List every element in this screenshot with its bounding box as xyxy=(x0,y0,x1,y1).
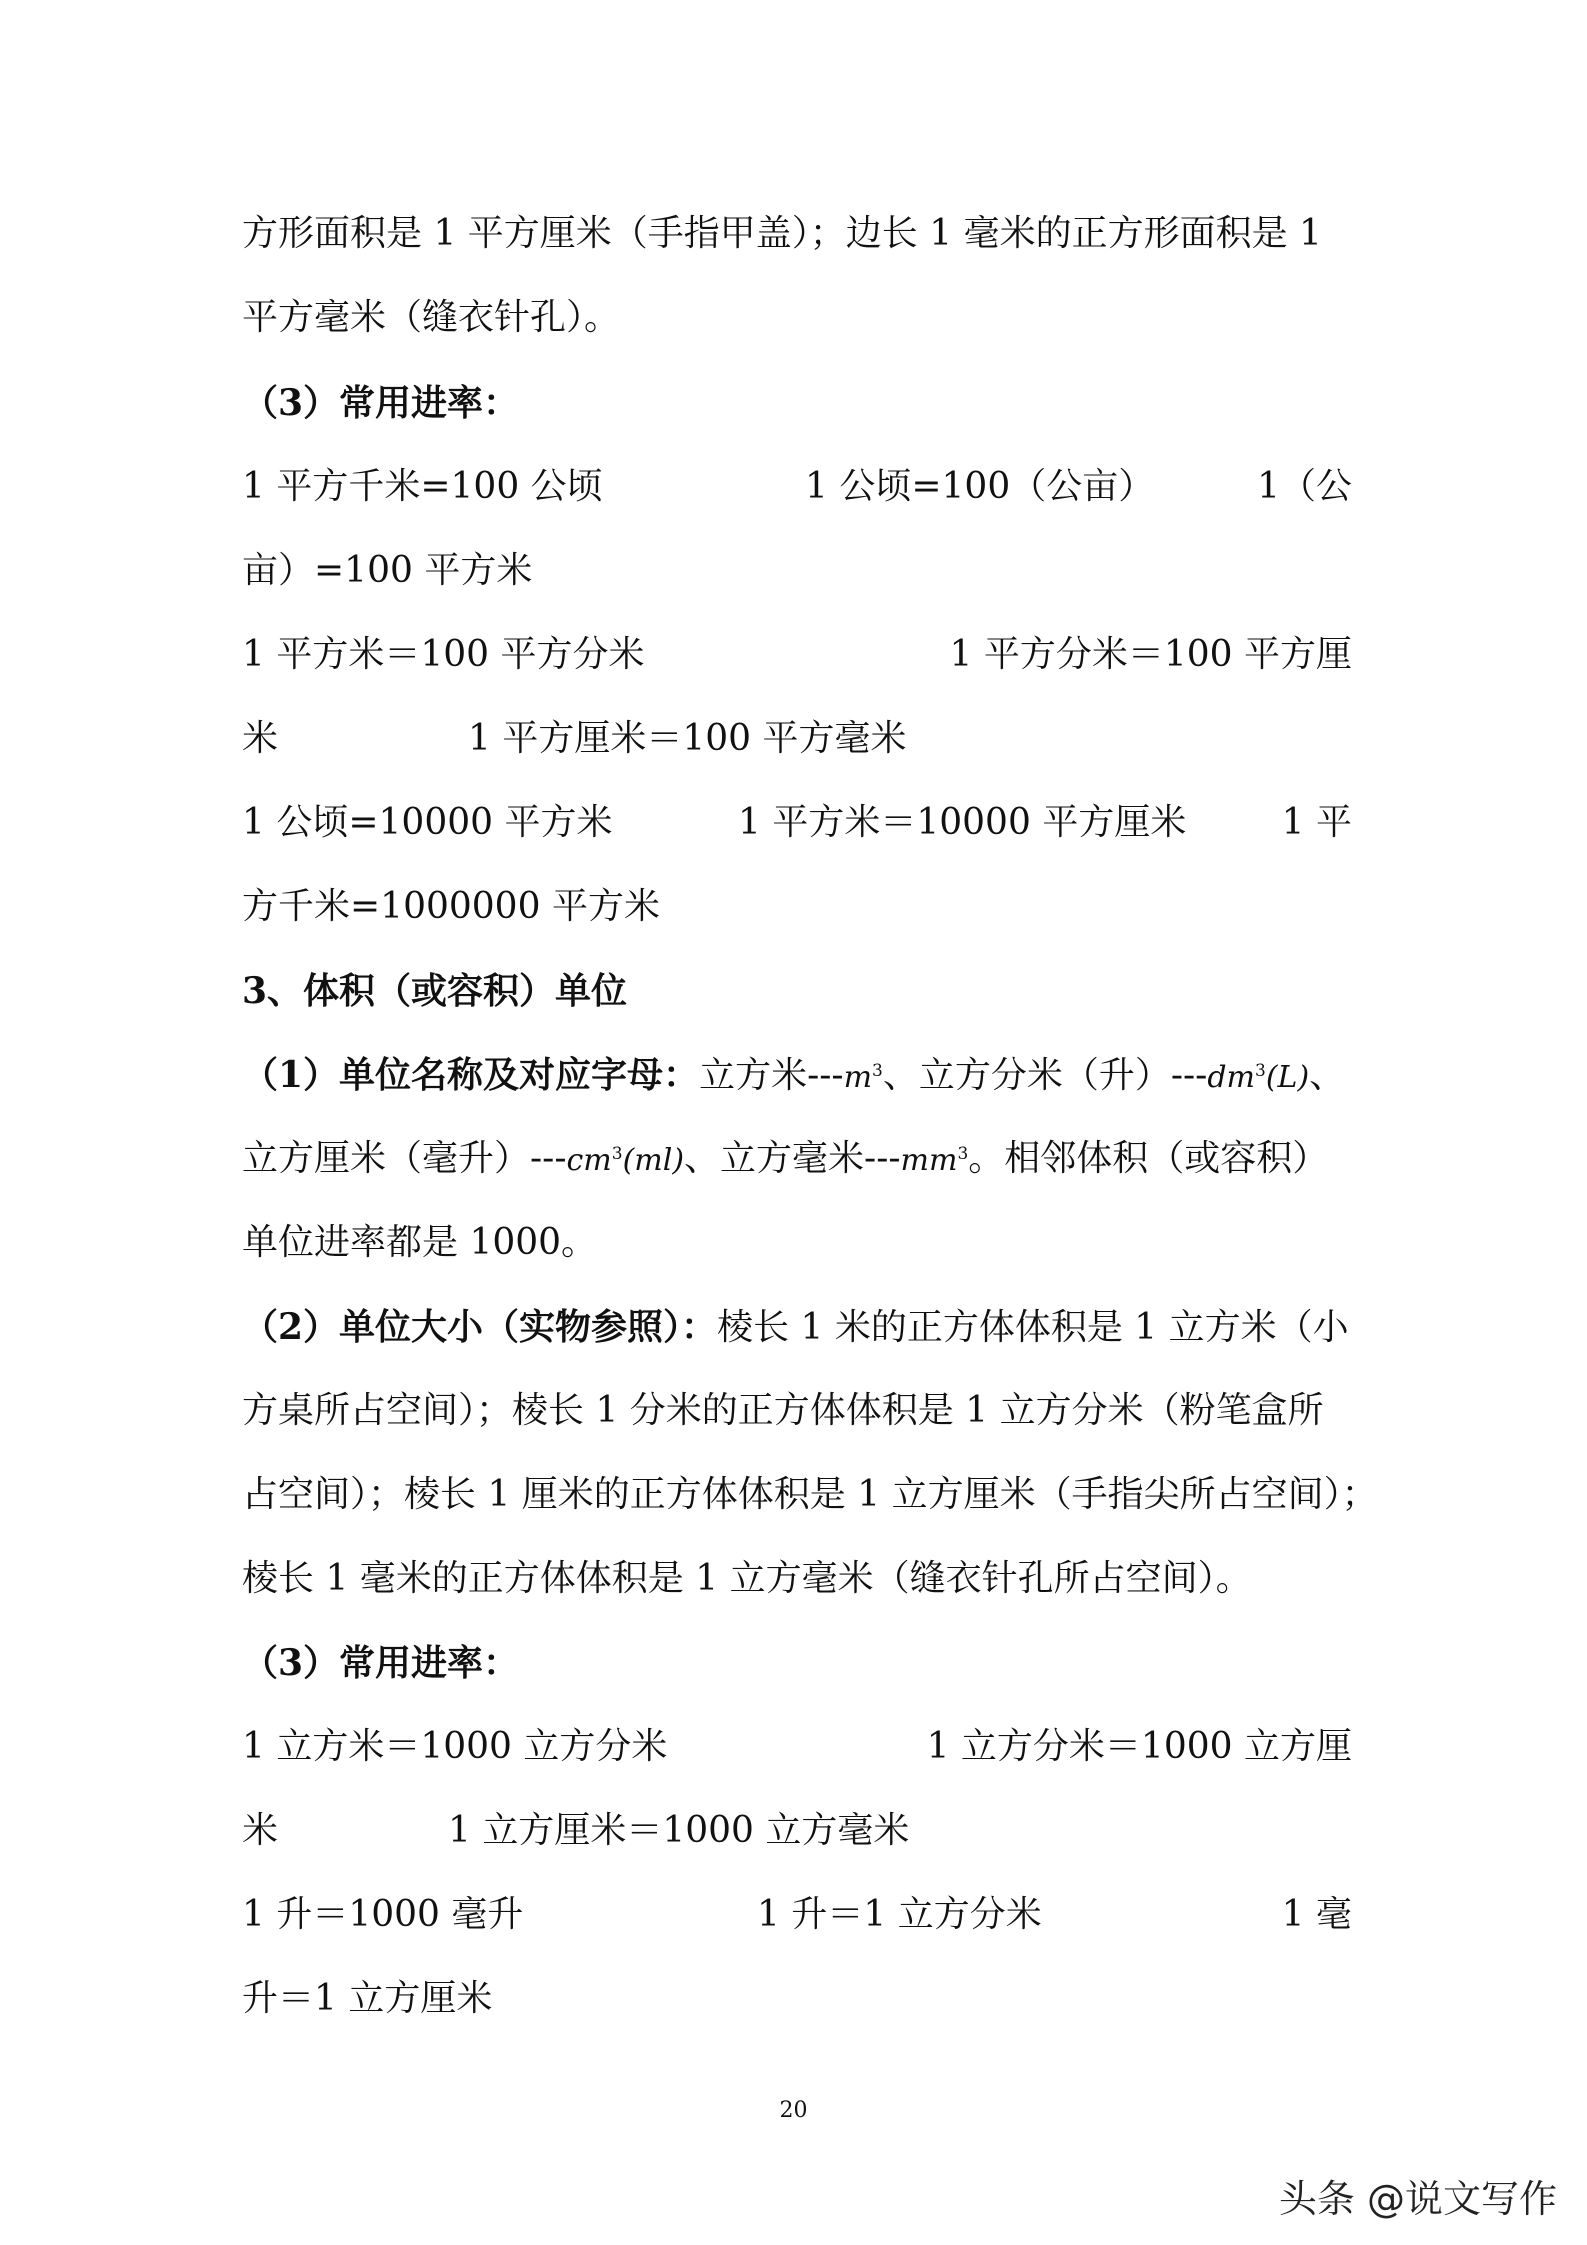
text-line-7-part-2: 1 平方厘米＝100 平方毫米 xyxy=(468,718,907,759)
text-line-8-part-3: 1 平 xyxy=(1281,802,1352,843)
unit-symbol-ml: (ml) xyxy=(622,1143,685,1178)
text-line-19-part-1: 1 立方米＝1000 立方分米 xyxy=(242,1726,668,1767)
text-line-3-content: （3）常用进率： xyxy=(242,382,520,424)
unit-names-heading: （1）单位名称及对应字母： xyxy=(242,1054,700,1096)
text-line-17-content: 棱长 1 毫米的正方体体积是 1 立方毫米（缝衣针孔所占空间）。 xyxy=(242,1558,1252,1599)
text-line-2 xyxy=(242,296,620,340)
unit-symbol-dm3-base: dm xyxy=(1207,1060,1255,1095)
text-line-20-part-2: 1 立方厘米＝1000 立方毫米 xyxy=(448,1810,910,1851)
unit-symbol-m3-base: m xyxy=(843,1060,873,1095)
text-line-18-content: （3）常用进率： xyxy=(242,1642,520,1684)
text-line-8-col-3 xyxy=(1282,801,1352,845)
unit-symbol-m3 xyxy=(844,1060,883,1095)
text-line-8 xyxy=(242,801,612,845)
text-line-15 xyxy=(242,1389,1352,1433)
text-line-16 xyxy=(242,1473,1378,1517)
text-line-6-col-2 xyxy=(949,633,1352,677)
text-line-9-content: 方千米=1000000 平方米 xyxy=(242,886,660,927)
text-line-20 xyxy=(242,1809,278,1853)
text-line-2-content: 平方毫米（缝衣针孔）。 xyxy=(242,297,621,338)
section-heading-volume-units xyxy=(242,969,627,1013)
text-line-4-part-2: 1 公顷=100（公亩） xyxy=(805,466,1155,507)
text-line-15-content: 方桌所占空间）；棱长 1 分米的正方体体积是 1 立方分米（粉笔盒所 xyxy=(242,1390,1324,1431)
text-line-8-part-2: 1 平方米＝10000 平方厘米 xyxy=(738,802,1187,843)
watermark: 头条 @说文写作 xyxy=(1278,2177,1557,2221)
text-line-5-content: 亩）=100 平方米 xyxy=(242,550,533,591)
text-line-12 xyxy=(242,1137,1328,1183)
text-line-11-part-4: 、 xyxy=(1309,1055,1346,1096)
unit-symbol-mm3-exponent: 3 xyxy=(957,1144,969,1164)
unit-symbol-liter: (L) xyxy=(1265,1060,1310,1095)
text-line-14 xyxy=(242,1305,1349,1350)
text-line-20-part-1: 米 xyxy=(242,1810,279,1851)
text-line-22 xyxy=(242,1977,492,2021)
text-line-6-part-2: 1 平方分米＝100 平方厘 xyxy=(949,634,1352,675)
unit-symbol-dm3-exponent: 3 xyxy=(1255,1061,1266,1081)
text-line-12-part-2: 、立方毫米--- xyxy=(684,1138,901,1179)
text-line-1 xyxy=(242,212,1352,256)
unit-symbol-cm3-base: cm xyxy=(566,1143,612,1178)
text-line-8-col-2 xyxy=(738,801,1186,845)
unit-size-heading: （2）单位大小（实物参照）： xyxy=(242,1306,718,1348)
text-line-21-col-2 xyxy=(757,1893,1042,1937)
text-line-4 xyxy=(242,465,603,509)
text-line-8-part-1: 1 公顷=10000 平方米 xyxy=(242,802,613,843)
section-heading-conversion-rates-volume xyxy=(242,1641,519,1685)
text-line-14-part-2: 棱长 1 米的正方体体积是 1 立方米（小 xyxy=(717,1307,1349,1348)
text-line-6-part-1: 1 平方米＝100 平方分米 xyxy=(242,634,645,675)
page-number: 20 xyxy=(779,2098,808,2123)
text-line-7-col-2 xyxy=(468,717,907,761)
text-line-20-col-2 xyxy=(448,1809,909,1853)
text-line-9 xyxy=(242,885,660,929)
section-heading-conversion-rates-area xyxy=(242,381,519,425)
text-line-11-part-3: 、立方分米（升）--- xyxy=(882,1055,1208,1096)
unit-symbol-mm3-base: mm xyxy=(900,1143,958,1178)
text-line-21 xyxy=(242,1893,523,1937)
text-line-11 xyxy=(242,1053,1345,1100)
text-line-7-part-1: 米 xyxy=(242,718,279,759)
text-line-19-part-2: 1 立方分米＝1000 立方厘 xyxy=(926,1726,1352,1767)
text-line-21-col-3 xyxy=(1282,1893,1352,1937)
text-line-19 xyxy=(242,1725,667,1769)
unit-symbol-m3-exponent: 3 xyxy=(872,1061,883,1081)
text-line-4-part-1: 1 平方千米=100 公顷 xyxy=(242,466,603,507)
text-line-12-part-1: 立方厘米（毫升）--- xyxy=(242,1138,567,1179)
text-line-13-content: 单位进率都是 1000。 xyxy=(242,1222,598,1263)
text-line-13 xyxy=(242,1221,597,1265)
text-line-17 xyxy=(242,1557,1252,1601)
unit-symbol-dm3 xyxy=(1207,1060,1309,1095)
unit-symbol-cm3 xyxy=(567,1143,685,1178)
text-line-4-part-3: 1（公 xyxy=(1257,466,1352,507)
text-line-11-part-2: 立方米--- xyxy=(699,1055,844,1096)
text-line-10-content: 3、体积（或容积）单位 xyxy=(242,970,628,1012)
text-line-4-col-3 xyxy=(1257,465,1352,509)
unit-symbol-mm3 xyxy=(901,1143,969,1178)
text-line-1-content: 方形面积是 1 平方厘米（手指甲盖）；边长 1 毫米的正方形面积是 1 xyxy=(242,213,1322,254)
text-line-16-content: 占空间）；棱长 1 厘米的正方体体积是 1 立方厘米（手指尖所占空间）； xyxy=(242,1474,1378,1515)
text-line-21-part-2: 1 升＝1 立方分米 xyxy=(757,1894,1042,1935)
text-line-7 xyxy=(242,717,278,761)
text-line-5 xyxy=(242,549,532,593)
text-line-19-col-2 xyxy=(927,1725,1352,1769)
text-line-4-col-2 xyxy=(805,465,1154,509)
text-line-21-part-1: 1 升＝1000 毫升 xyxy=(242,1894,524,1935)
text-line-12-part-3: 。相邻体积（或容积） xyxy=(968,1138,1329,1179)
unit-symbol-cm3-exponent: 3 xyxy=(611,1144,623,1164)
text-line-22-content: 升＝1 立方厘米 xyxy=(242,1978,493,2019)
text-line-6 xyxy=(242,633,645,677)
text-line-21-part-3: 1 毫 xyxy=(1281,1894,1352,1935)
